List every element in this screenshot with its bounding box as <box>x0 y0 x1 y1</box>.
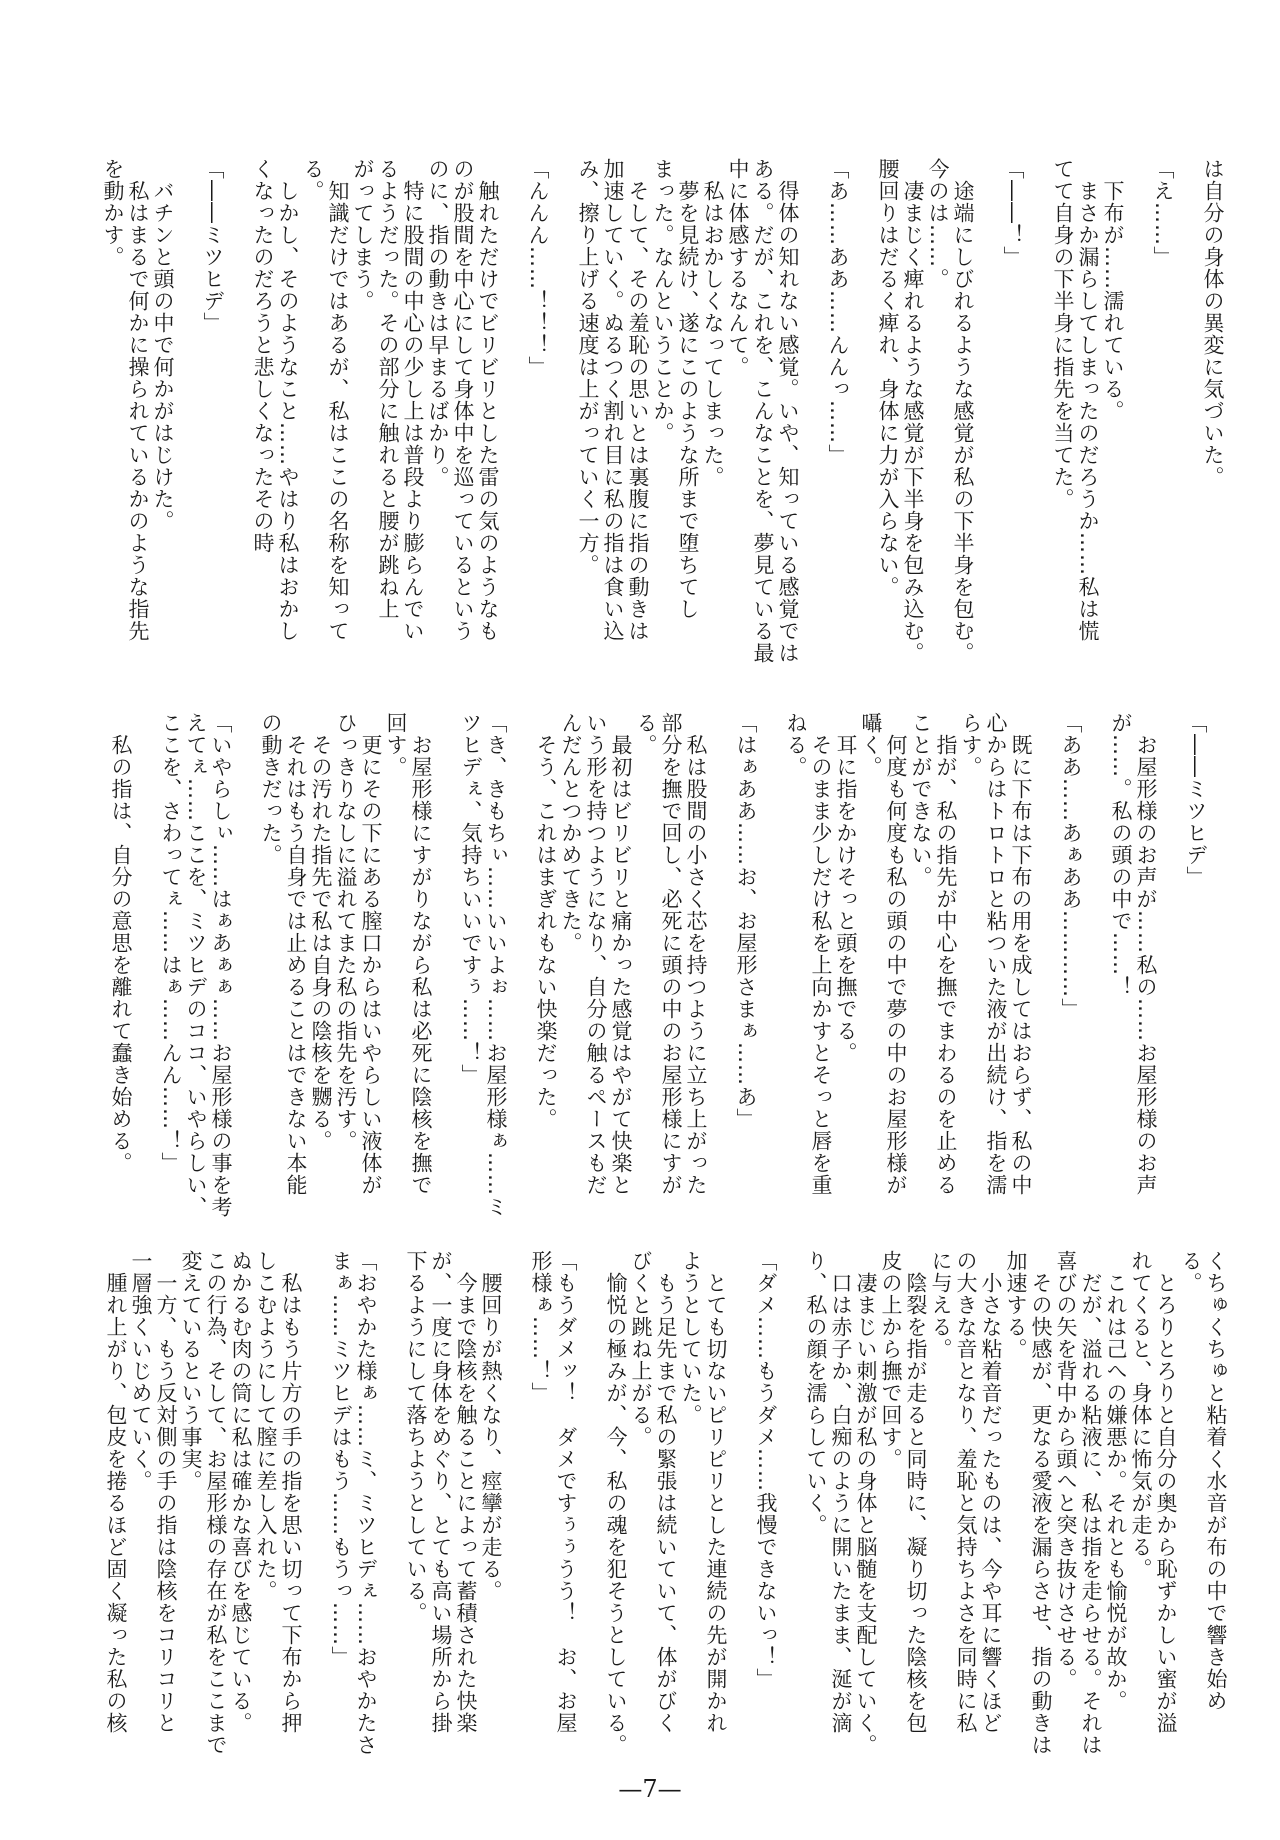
text-column: 中に体感するなんて。 <box>726 158 750 378</box>
text-column: 一方、もう反対側の手の指は陰核をコリコリと <box>154 1250 178 1734</box>
text-column: らす。 <box>959 712 983 778</box>
blank-column <box>800 158 825 648</box>
text-column: 最初はビリビリと痛かった感覚はやがて快楽と <box>609 712 633 1196</box>
text-column: 今のは……。 <box>926 158 950 290</box>
text-column: 途端にしびれるような感覚が私の下半身を包む。 <box>951 158 975 664</box>
text-column: 私は股間の小さく芯を持つように立ち上がった <box>684 712 708 1196</box>
text-column: 一層強くいじめていく。 <box>129 1250 153 1492</box>
blank-column <box>975 158 1000 648</box>
text-column: 愉悦の極みが、今、私の魂を犯そうとしている。 <box>604 1250 628 1756</box>
blank-column <box>508 712 533 1202</box>
text-column: 特に股間の中心の少し上は普段より膨らんでい <box>401 158 425 642</box>
text-column: お屋形様にすがりながら私は必死に陰核を撫で <box>409 712 433 1196</box>
text-column: 「ダメ……もうダメ……我慢できないっ！」 <box>754 1250 778 1690</box>
text-column: もう足先まで私の緊張は続いていて、体がびく <box>654 1250 678 1734</box>
text-column: 加速していく。ぬるつく割れ目に私の指は食い込 <box>601 158 625 642</box>
text-column: 下るようにして落ちようとしている。 <box>404 1250 428 1624</box>
text-column: ようとしていた。 <box>679 1250 703 1426</box>
blank-column <box>133 712 158 1202</box>
text-column: そして、その羞恥の思いとは裏腹に指の動きは <box>626 158 650 642</box>
text-column: がってしまう。 <box>351 158 375 312</box>
text-column: 凄まじく痺れるような感覚が下半身を包み込む。 <box>901 158 925 664</box>
text-column: 私はおかしくなってしまった。 <box>701 158 725 488</box>
blank-column <box>1158 712 1183 1202</box>
text-column: 腰回りはだるく痺れ、身体に力が入らない。 <box>876 158 900 598</box>
text-column: ねる。 <box>784 712 808 778</box>
text-column: 既に下布は下布の用を成してはおらず、私の中 <box>1009 712 1033 1196</box>
blank-column <box>550 158 575 648</box>
text-column: まさか漏らしてしまったのだろうか……私は慌 <box>1076 158 1100 642</box>
text-column: る。 <box>301 158 325 202</box>
blank-column <box>378 1250 403 1740</box>
text-column: れてくると、身体に怖気が走る。 <box>1129 1250 1153 1580</box>
text-column: そのまま少しだけ私を上向かすとそっと唇を重 <box>809 712 833 1196</box>
text-column: 形様ぁ……！」 <box>529 1250 553 1404</box>
text-column: しかし、そのようなこと……やはり私はおかし <box>276 158 300 642</box>
blank-column <box>1033 712 1058 1202</box>
text-column: びくと跳ね上がる。 <box>629 1250 653 1448</box>
text-column: ツヒデぇ、気持ちいいですぅ……！」 <box>459 712 483 1086</box>
blank-column <box>708 712 733 1202</box>
text-column: のが股間を中心にして身体中を巡っているという <box>451 158 475 642</box>
text-column: その汚れた指先で私は自身の陰核を嬲る。 <box>309 712 333 1152</box>
text-column: 私はもう片方の手の指を思い切って下布から押 <box>279 1250 303 1734</box>
text-column: この行為、そして、お屋形様の存在が私をここまで <box>204 1250 228 1756</box>
text-column: 部分を撫で回し、必死に頭の中のお屋形様にすが <box>659 712 683 1196</box>
text-column: 「――ミツヒデ」 <box>1184 712 1208 888</box>
text-column: 口は赤子か、白痴のように開いたまま、涎が滴 <box>829 1250 853 1734</box>
text-column: 「んんん……！！！」 <box>526 158 550 378</box>
text-column: だが、溢れる粘液に、私は指を走らせる。それは <box>1079 1250 1103 1756</box>
text-column: 凄まじい刺激が私の身体と脳髄を支配していく。 <box>854 1250 878 1756</box>
text-column: とろりとろりと自分の奥から恥ずかしい蜜が溢 <box>1154 1250 1178 1734</box>
text-column: ことができない。 <box>909 712 933 888</box>
text-column: 囁く。 <box>859 712 883 778</box>
blank-column <box>433 712 458 1202</box>
text-column: 夢を見続け、遂にこのような所まで堕ちてし <box>676 158 700 620</box>
text-column: 私の指は、自分の意思を離れて蠢き始める。 <box>109 712 133 1174</box>
text-column: 何度も何度も私の頭の中で夢の中のお屋形様が <box>884 712 908 1196</box>
blank-column <box>225 158 250 648</box>
text-column: 喜びの矢を背中から頭へと突き抜けさせる。 <box>1054 1250 1078 1690</box>
text-column: の大きな音となり、羞恥と気持ちよさを同時に私 <box>954 1250 978 1734</box>
text-tier-middle <box>108 712 1208 1218</box>
text-column: 腫れ上がり、包皮を捲るほど固く凝った私の核 <box>104 1250 128 1734</box>
text-column: その快感が、更なる愛液を漏らさせ、指の動きは <box>1029 1250 1053 1756</box>
text-column: そう、これはまぎれもない快楽だった。 <box>534 712 558 1130</box>
blank-column <box>1083 712 1108 1202</box>
text-column: ぬかるむ肉の筒に私は確かな喜びを感じている。 <box>229 1250 253 1734</box>
text-column: まった。なんということか。 <box>651 158 675 444</box>
text-column: てて自身の下半身に指先を当てた。 <box>1051 158 1075 510</box>
text-column: り、私の顔を濡らしていく。 <box>804 1250 828 1536</box>
text-column: お屋形様のお声が……私の……お屋形様のお声 <box>1134 712 1158 1196</box>
text-column: 回す。 <box>384 712 408 778</box>
blank-column <box>758 712 783 1202</box>
text-column: 「もうダメッ！ ダメですぅぅうう！ お、お屋 <box>554 1250 578 1734</box>
text-column: 「おやかた様ぁ……ミ、ミツヒデぇ……おやかたさ <box>354 1250 378 1756</box>
blank-column <box>303 1250 328 1740</box>
text-column: を動かす。 <box>101 158 125 268</box>
text-column: る。 <box>634 712 658 756</box>
text-column: 更にその下にある膣口からはいやらしい液体が <box>359 712 383 1196</box>
text-column: くちゅくちゅと粘着く水音が布の中で響き始め <box>1204 1250 1228 1712</box>
text-tier-bottom <box>103 1250 1228 1756</box>
text-column: 触れただけでビリビリとした雷の気のようなも <box>476 158 500 642</box>
text-column: のに、指の動きは早まるばかり。 <box>426 158 450 488</box>
text-column: とても切ないピリピリとした連続の先が開かれ <box>704 1250 728 1734</box>
blank-column <box>728 1250 753 1740</box>
text-column: 「ああ……あぁああ…………」 <box>1059 712 1083 1020</box>
text-column: くなったのだろうと悲しくなったその時 <box>251 158 275 554</box>
text-column: 小さな粘着音だったものは、今や耳に響くほど <box>979 1250 1003 1734</box>
page-number: —7— <box>618 1775 682 1803</box>
text-column: ある。だが、これを、こんなことを、夢見ている最 <box>751 158 775 664</box>
text-column: えてぇ……ここを、ミツヒデのココ、いやらしい、 <box>184 712 208 1218</box>
text-column: 下布が……濡れている。 <box>1101 158 1125 422</box>
text-column: それはもう自身では止めることはできない本能 <box>284 712 308 1196</box>
blank-column <box>850 158 875 648</box>
blank-column <box>1025 158 1050 648</box>
text-column: の動きだった。 <box>259 712 283 866</box>
text-tier-top <box>100 158 1225 664</box>
text-column: るようだった。その部分に触れると腰が跳ね上 <box>376 158 400 620</box>
text-column: 私はまるで何かに操られているかのような指先 <box>126 158 150 642</box>
text-column: 「――！」 <box>1001 158 1025 268</box>
text-column: んだんとつかめてきた。 <box>559 712 583 954</box>
blank-column <box>233 712 258 1202</box>
text-column: いう形を持つようになり、自分の触るペースもだ <box>584 712 608 1196</box>
text-column: 耳に指をかけそっと頭を撫でる。 <box>834 712 858 1064</box>
blank-column <box>578 1250 603 1740</box>
text-column: ここを、さわってぇ……はぁ……んん……！」 <box>159 712 183 1174</box>
text-column: 変えているという事実。 <box>179 1250 203 1492</box>
text-column: み、擦り上げる速度は上がっていく一方。 <box>576 158 600 576</box>
text-column: 「いやらしぃ……はぁあぁぁ……お屋形様の事を考 <box>209 712 233 1218</box>
text-column: 腰回りが熱くなり、痙攣が走る。 <box>479 1250 503 1602</box>
text-column: 今まで陰核を触ることによって蓄積された快楽 <box>454 1250 478 1734</box>
text-column: しこむようにして膣に差し入れた。 <box>254 1250 278 1602</box>
text-column: 「はぁああ……お、お屋形さまぁ……あ」 <box>734 712 758 1130</box>
text-column: 心からはトロトロと粘ついた液が出続け、指を濡 <box>984 712 1008 1196</box>
text-column: 「え……」 <box>1151 158 1175 268</box>
text-column: 「――ミツヒデ」 <box>201 158 225 334</box>
text-column: バチンと頭の中で何かがはじけた。 <box>151 158 175 532</box>
text-column: 加速する。 <box>1004 1250 1028 1360</box>
text-column: が……。私の頭の中で……！ <box>1109 712 1133 998</box>
blank-column <box>175 158 200 648</box>
text-column: は自分の身体の異変に気づいた。 <box>1201 158 1225 488</box>
text-column: 「あ……ああ……んんっ……」 <box>826 158 850 466</box>
blank-column <box>503 1250 528 1740</box>
text-column: ひっきりなしに溢れてまた私の指先を汚す。 <box>334 712 358 1152</box>
text-column: 皮の上から撫で回す。 <box>879 1250 903 1470</box>
blank-column <box>1175 158 1200 648</box>
text-column: これは己への嫌悪か。それとも愉悦が故か。 <box>1104 1250 1128 1712</box>
text-column: 陰裂を指が走ると同時に、凝り切った陰核を包 <box>904 1250 928 1734</box>
blank-column <box>778 1250 803 1740</box>
text-column: 得体の知れない感覚。いや、知っている感覚では <box>776 158 800 664</box>
blank-column <box>1125 158 1150 648</box>
text-column: まぁ……ミツヒデはもう……もうっ……」 <box>329 1250 353 1668</box>
text-column: 指が、私の指先が中心を撫でまわるのを止める <box>934 712 958 1196</box>
text-column: が、一度に身体をめぐり、とても高い場所から掛 <box>429 1250 453 1734</box>
blank-column <box>500 158 525 648</box>
text-column: 知識だけではあるが、私はここの名称を知って <box>326 158 350 642</box>
text-column: る。 <box>1179 1250 1203 1294</box>
text-column: に与える。 <box>929 1250 953 1360</box>
text-column: 「き、きもちぃ……いいよぉ……お屋形様ぁ……ミ <box>484 712 508 1218</box>
